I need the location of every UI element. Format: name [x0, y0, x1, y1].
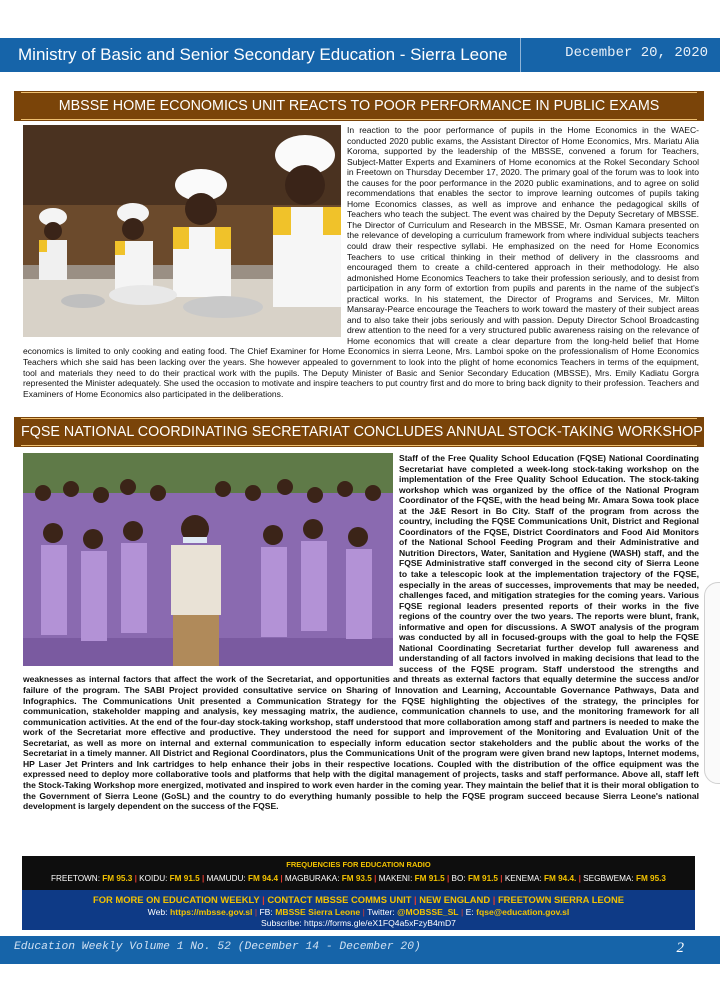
station-fm: FM 94.4 [247, 874, 279, 883]
station-fm: FM 93.5 [341, 874, 372, 883]
article2-body: Staff of the Free Quality School Education (FQSE) National Coordinating Secretariat have completed a week-long stock-taking workshop on the implementation of the Free Quality School Education. The stock-taking workshop which was organized by the office of the National Program Coordinator of the FQSE, with the head being Mr. Amara Sowa took place at the J&E Resort in Bo City. Staff of the program from across the country, including the FQSE Communications Unit, District and Regional Coordinators of the FQSE, District Coordinators and Food Aid Monitors of the National School Feeding Program and their Administrative and Nutrition Directors, Water, Sanitation and Hygiene (WASH) staff, and the FQSE Administrative staff converged in the second city of Sierra Leone to take a telescopic look at the implementation trajectory of the FQSE, especially in the areas of successes, improvements that may be needed, challenges faced, and mitigation strategies for the coming years. Various FQSE regional leaders presented reports of their works in the five regions of the country over the two years. The reports were blunt, frank, informative and open for discussions. A SWOT analysis of the program was conducted by all in focused-groups with the goal to help the FQSE National Coordinating Secretariat further develop full awareness and understanding of all factors involved in making decisions that lead to the success of the FQSE program. Staff understood the strengths and weaknesses as internal factors that affect the work of the Secretariat, and opportunities and threats as external factors that equally determine the success and/or failure of the program. The SABI Project provided consultative service on Sharing of Innovation and Learning, Accountable Governance Pathways, Data and Infographics. The Communications Unit presented a Communication Strategy for the FQSE highlighting the objectives of the strategy, the principles for communication, stakeholder mapping and analysis, key messaging matrix, the audience, communication channels to use, and the monitoring framework for all communication activities. At the end of the four-day stock-taking workshop, staff understood that more collaboration among staff and partners is needed to make the work of the Secretariat more effective and productive. They understood the need for support and improvement of the Monitoring and Evaluation Unit of the Secretariat, as well as more on internal and external communication to especially inform education sector stakeholders and the public about the works of the Secretariat in a timely manner. All District and Regional Coordinators, plus the Communications Unit of the program were given brand new laptops, Internet modems, HP Laser Jet Printers and Ink cartridges to help enhance their jobs in their respective locations. Coupled with the distribution of the office equipment was the expressed need to deploy more collaborative tools and platforms that help with the digital management of projects, tasks and staff performance. Above all, staff left the Stock-Taking Workshop more energized, motivated and inspired to work even harder in the coming year. They maintain the belief that it is their moral obligation to the Government of Sierra Leone (GoSL) and the country to do everything humanly possible to help the FQSE program succeed because Sierra Leone's national development is largely dependent on the success of the FQSE. [23, 453, 699, 812]
station-city: KOIDU: [139, 874, 168, 883]
page-number: 2 [676, 940, 684, 956]
subscribe-link[interactable]: https://forms.gle/eX1FQ4a5xFzyB4mD7 [304, 918, 456, 928]
station-fm: FM 95.3 [102, 874, 133, 883]
contact-info-bar [22, 890, 695, 930]
station-city: BO: [451, 874, 466, 883]
frequencies-list: FREETOWN: FM 95.3 | KOIDU: FM 91.5 | MAMUDU: FM 94.4 | MAGBURAKA: FM 93.5 | MAKENI: FM 91.5 | BO: FM 91.5 | KENEMA: FM 94.4. | SEGBWEMA: FM 95.3 [51, 874, 666, 883]
station-fm: FM 91.5 [467, 874, 498, 883]
issue-date: December 20, 2020 [565, 45, 708, 61]
article2-headline: FQSE NATIONAL COORDINATING SECRETARIAT CONCLUDES ANNUAL STOCK-TAKING WORKSHOP [21, 418, 697, 446]
contact-line-item: NEW ENGLAND [419, 894, 491, 905]
article1-headline: MBSSE HOME ECONOMICS UNIT REACTS TO POOR PERFORMANCE IN PUBLIC EXAMS [21, 92, 697, 120]
station-city: MAMUDU: [206, 874, 246, 883]
header-divider [520, 38, 521, 72]
group-photo-illustration [23, 453, 393, 666]
article1-body: In reaction to the poor performance of pupils in the Home Economics in the WAEC-conducted 2020 public exams, the Assistant Director of Home Economics, Mrs. Mariatu Alia Koroma, supported by the leadership of the MBSSE, convened a forum for Teachers, Subject-Matter Experts and Examiners of Home economics at the Rokel Secondary School in Freetown on Thursday December 17, 2020. The primary goal of the forum was to look into the causes for the poor performance in the 2020 public examinations, and to agree on solid recommendations that enables the sector to improve learning outcomes of pupils taking Home Economics classes, as well as improve and enhance the pedagogical skills of Teachers who teach the subject. The event was chaired by the Deputy Secretary of MBSSE. The Director of Curriculum and Research in the MBSSE, Mr. Osman Kamara presented on the relevance of developing a curriculum framework from where individual subjects teachers could draw their respective syllabi. He emphasized on the need for Home Economics Teachers to use critical thinking in their method of delivery in the classrooms and encouraged them to create a child-centered approach in their methodology. He also admonished Home Economics Teachers to take their profession seriously, and to desist from participation in any form of extortion from pupils and parents in the name of the subject's practical works. In his statement, the Director of Programs and Services, Mr. Milton Mansaray-Pearce encourage the Teachers to work toward the mastery of their subject areas and to also take their jobs seriously and with passion. Deputy Director School Broadcasting drew attention to the need for a very structured public awareness raising on the relevance of Home economics that will create a clear departure from the long-held belief that Home economics is limited to only cooking and eating food. The Chief Examiner for Home Economics in sierra Leone, Mrs. Lamboi spoke on the professionalism of Home Economics Teachers which she said has been lacking over the years. She however appealed to government to look into the plight of home economics Teachers in terms of the equipment, tool and materials they need to do their practical work with the pupils. The Deputy Minister of Basic and Senior Secondary Education (MBSSE), Mrs. Emily Kadiatu Gorgra represented the Minister adequately. She used the occasion to motivate and inspire teachers to put country first and do more to bring back dignity to their profession. Teachers and Examiners of Home Economics also participated in the deliberations. [23, 125, 699, 399]
twitter-label: Twitter: [367, 907, 395, 917]
contact-line-item: CONTACT MBSSE COMMS UNIT [267, 894, 412, 905]
facebook-label: FB: [259, 907, 273, 917]
station-city: MAKENI: [378, 874, 413, 883]
station-city: KENEMA: [504, 874, 542, 883]
radio-frequencies-bar [22, 856, 695, 890]
masthead-bar [0, 38, 720, 72]
ministry-title: Ministry of Basic and Senior Secondary Education - Sierra Leone [18, 45, 508, 64]
station-fm: FM 91.5 [414, 874, 445, 883]
email-label: E: [465, 907, 474, 917]
article1-photo [23, 125, 341, 337]
contact-line-item: FREETOWN SIERRA LEONE [497, 894, 625, 905]
frequencies-title: FREQUENCIES FOR EDUCATION RADIO [286, 860, 431, 869]
contact-links: Web: https://mbsse.gov.sl | FB: MBSSE Sierra Leone | Twitter: @MOBSSE_SL | E: fqse@education.gov.sl [147, 907, 570, 917]
article2-photo [23, 453, 393, 666]
viewer-side-tab[interactable] [704, 582, 720, 784]
station-city: FREETOWN: [51, 874, 100, 883]
subscribe-line [22, 918, 695, 928]
issue-info: Education Weekly Volume 1 No. 52 (December 14 - December 20) [14, 941, 421, 953]
station-city: MAGBURAKA: [284, 874, 340, 883]
cooking-students-illustration [23, 125, 341, 337]
station-city: SEGBWEMA: [583, 874, 634, 883]
footer-bar [0, 936, 720, 964]
article1 [23, 125, 699, 440]
station-fm: FM 91.5 [169, 874, 200, 883]
article2-headline-banner [14, 417, 704, 447]
twitter-link[interactable]: @MOBSSE_SL [397, 907, 459, 917]
subscribe-label: Subscribe: [261, 918, 302, 928]
station-fm: FM 95.3 [635, 874, 666, 883]
email-link[interactable]: fqse@education.gov.sl [476, 907, 570, 917]
contact-headline: FOR MORE ON EDUCATION WEEKLY | CONTACT MBSSE COMMS UNIT | NEW ENGLAND | FREETOWN SIERRA LEONE [92, 894, 625, 905]
station-fm: FM 94.4. [543, 874, 577, 883]
facebook-link[interactable]: MBSSE Sierra Leone [275, 907, 361, 917]
article2 [23, 453, 699, 846]
article1-headline-banner [14, 91, 704, 121]
website-link[interactable]: https://mbsse.gov.sl [169, 907, 253, 917]
web-label: Web: [147, 907, 168, 917]
contact-line-item: FOR MORE ON EDUCATION WEEKLY [92, 894, 260, 905]
